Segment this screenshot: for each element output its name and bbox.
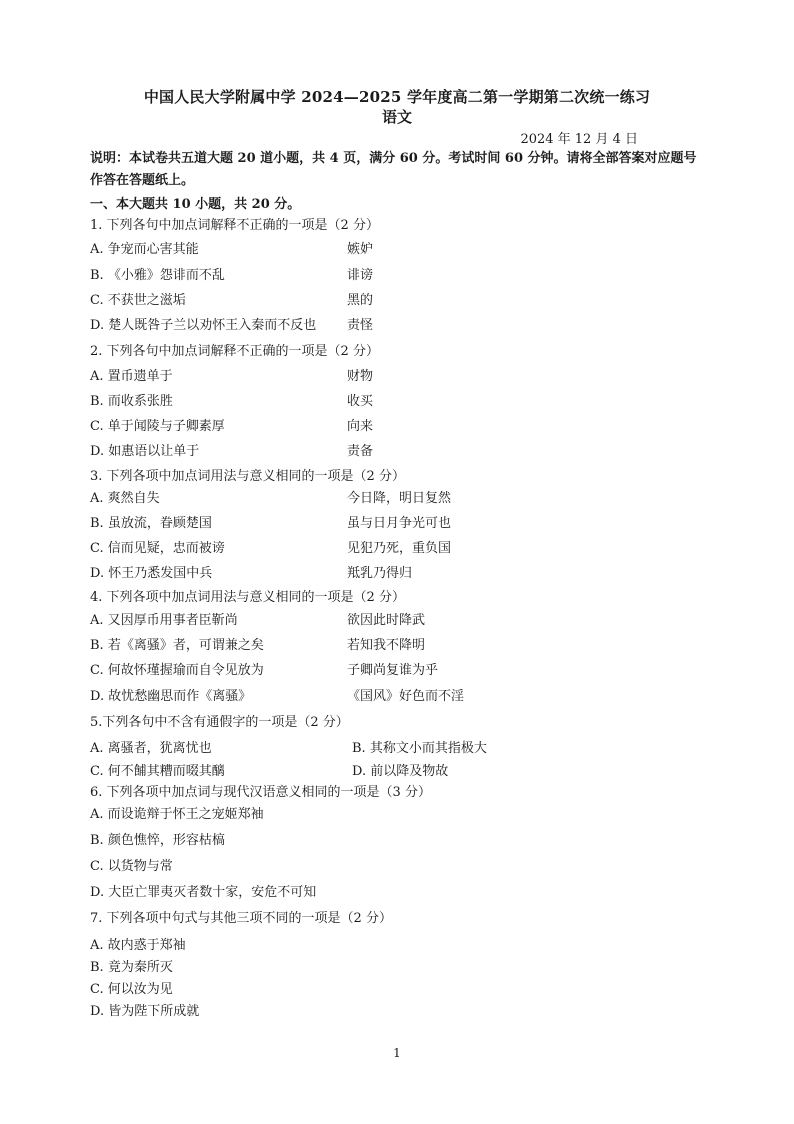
- question-1-option-c: C. 不获世之滋垢: [90, 293, 186, 308]
- question-3-gloss-d: 羝乳乃得归: [347, 566, 413, 581]
- question-6-option-a: A. 而设诡辩于怀王之宠姬郑袖: [90, 807, 264, 822]
- question-7-stem: 7. 下列各项中句式与其他三项不同的一项是（2 分）: [90, 911, 392, 926]
- question-2-option-b: B. 而收系张胜: [90, 394, 173, 409]
- question-3-option-c: C. 信而见疑，忠而被谤: [90, 541, 225, 556]
- question-2-option-d: D. 如惠语以让单于: [90, 444, 200, 459]
- exam-notice: 说明：本试卷共五道大题 20 道小题，共 4 页，满分 60 分。考试时间 60 分钟。请将全部答案对应题号作答在答题纸上。: [90, 151, 697, 188]
- section-heading: 一、本大题共 10 小题，共 20 分。: [90, 197, 301, 212]
- question-2-option-a: A. 置币遗单于: [90, 369, 173, 384]
- question-4-option-c: C. 何故怀瑾握瑜而自令见放为: [90, 663, 264, 678]
- question-5-option-c: C. 何不餔其糟而啜其醨: [90, 764, 225, 779]
- page-number: 1: [393, 1046, 401, 1060]
- question-6-option-c: C. 以货物与常: [90, 859, 173, 874]
- exam-date: 2024 年 12 月 4 日: [520, 132, 638, 147]
- question-1-gloss-d: 责怪: [347, 318, 374, 333]
- question-7-option-c: C. 何以汝为见: [90, 982, 173, 997]
- question-5-stem: 5.下列各句中不含有通假字的一项是（2 分）: [90, 715, 349, 730]
- question-3-gloss-c: 见犯乃死，重负国: [347, 541, 452, 556]
- question-6-option-b: B. 颜色憔悴，形容枯槁: [90, 833, 225, 848]
- question-4-gloss-b: 若知我不降明: [347, 638, 426, 653]
- question-3-gloss-a: 今日降，明日复然: [347, 491, 452, 506]
- question-3-option-d: D. 怀王乃悉发国中兵: [90, 566, 213, 581]
- question-5-option-d: D. 前以降及物故: [352, 764, 449, 779]
- question-1-stem: 1. 下列各句中加点词解释不正确的一项是（2 分）: [90, 218, 379, 233]
- question-4-option-a: A. 又因厚币用事者臣靳尚: [90, 613, 238, 628]
- question-2-gloss-c: 向来: [347, 419, 374, 434]
- question-5-option-a: A. 离骚者，犹离忧也: [90, 741, 212, 756]
- question-4-gloss-d: 《国风》好色而不淫: [347, 689, 465, 704]
- question-2-gloss-d: 责备: [347, 444, 374, 459]
- question-7-option-a: A. 故内惑于郑袖: [90, 938, 186, 953]
- question-4-option-d: D. 故忧愁幽思而作《离骚》: [90, 689, 252, 704]
- question-4-option-b: B. 若《离骚》者，可谓兼之矣: [90, 638, 264, 653]
- question-1-gloss-a: 嫉妒: [347, 242, 374, 257]
- question-1-option-d: D. 楚人既咎子兰以劝怀王入秦而不反也: [90, 318, 317, 333]
- question-1-option-b: B. 《小雅》怨诽而不乱: [90, 268, 225, 283]
- question-1-gloss-c: 黑的: [347, 293, 374, 308]
- question-3-option-b: B. 虽放流，眷顾楚国: [90, 516, 212, 531]
- question-5-option-b: B. 其称文小而其指极大: [352, 741, 487, 756]
- question-3-option-a: A. 爽然自失: [90, 491, 160, 506]
- question-2-option-c: C. 单于闻陵与子卿素厚: [90, 419, 225, 434]
- question-7-option-d: D. 皆为陛下所成就: [90, 1004, 200, 1019]
- exam-subject: 语文: [381, 108, 412, 126]
- question-2-gloss-a: 财物: [347, 369, 374, 384]
- question-1-gloss-b: 诽谤: [347, 268, 374, 283]
- question-1-option-a: A. 争宠而心害其能: [90, 242, 199, 257]
- question-7-option-b: B. 竟为秦所灭: [90, 960, 173, 975]
- question-4-gloss-c: 子卿尚复谁为乎: [347, 663, 439, 678]
- question-6-option-d: D. 大臣亡罪夷灭者数十家，安危不可知: [90, 885, 317, 900]
- question-4-stem: 4. 下列各项中加点词用法与意义相同的一项是（2 分）: [90, 590, 405, 605]
- exam-title: 中国人民大学附属中学 2024—2025 学年度高二第一学期第二次统一练习: [143, 88, 651, 106]
- question-3-stem: 3. 下列各项中加点词用法与意义相同的一项是（2 分）: [90, 469, 405, 484]
- question-4-gloss-a: 欲因此时降武: [347, 613, 426, 628]
- question-6-stem: 6. 下列各项中加点词与现代汉语意义相同的一项是（3 分）: [90, 785, 431, 800]
- question-2-gloss-b: 收买: [347, 394, 374, 409]
- question-2-stem: 2. 下列各句中加点词解释不正确的一项是（2 分）: [90, 344, 379, 359]
- question-3-gloss-b: 虽与日月争光可也: [347, 516, 452, 531]
